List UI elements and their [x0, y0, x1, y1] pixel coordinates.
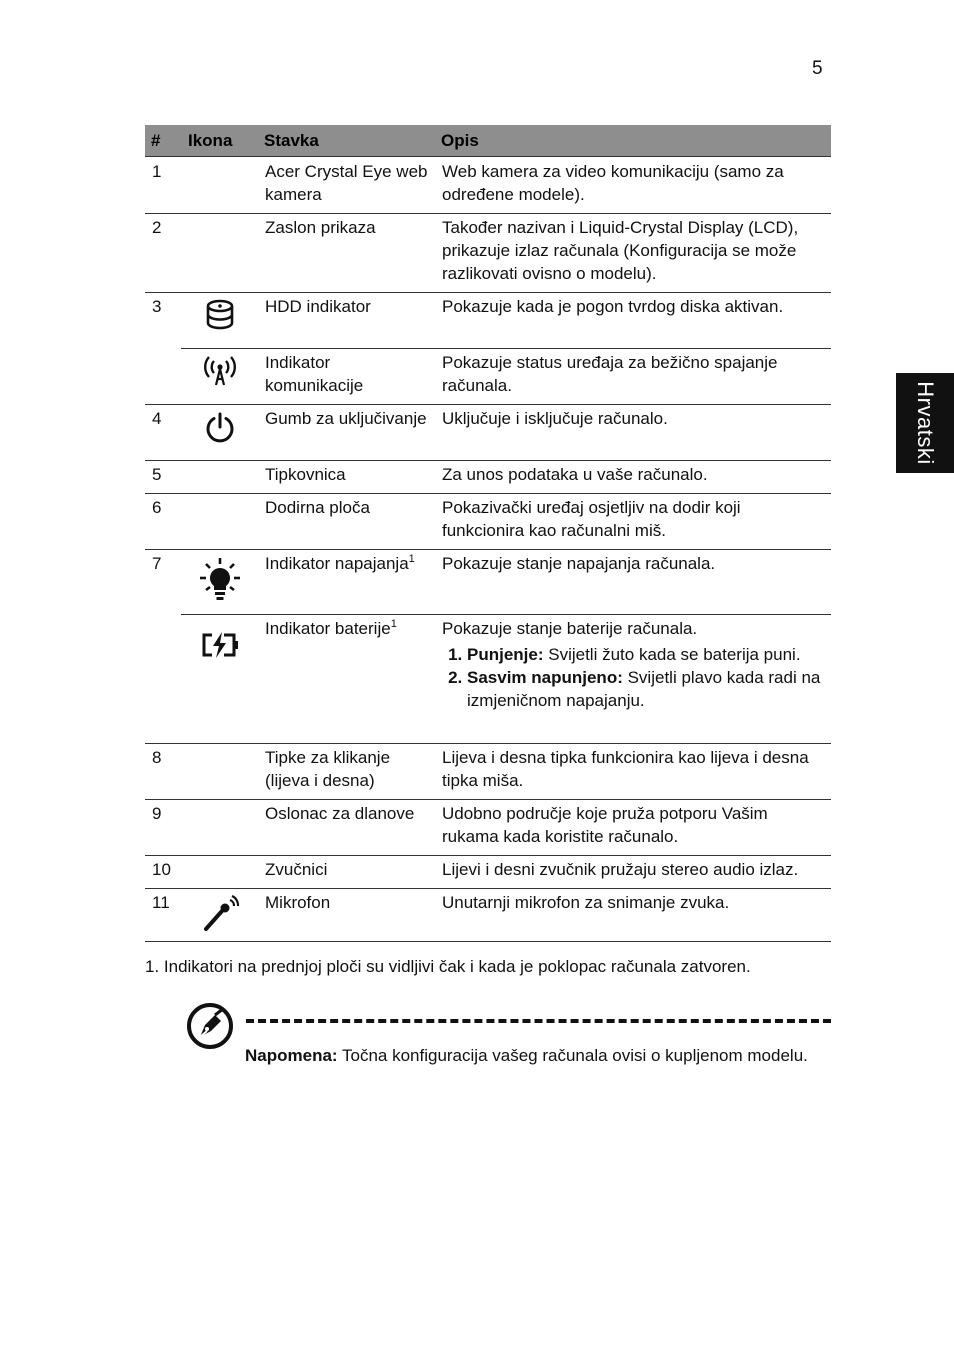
note-body: Točna konfiguracija vašeg računala ovisi o kupljenom modelu. [337, 1046, 808, 1065]
row-desc [435, 615, 831, 744]
table-row [145, 293, 831, 349]
row-icon-cell [181, 856, 258, 889]
row-item: HDD indikator [258, 293, 435, 349]
list-item [467, 666, 827, 712]
table-row [145, 856, 831, 889]
header-icon: Ikona [181, 125, 258, 157]
row-number: 4 [145, 405, 181, 461]
table-row [145, 214, 831, 293]
row-number: 6 [145, 494, 181, 550]
row-number: 9 [145, 800, 181, 856]
row-desc: Za unos podataka u vaše računalo. [435, 461, 831, 494]
row-desc: Lijevi i desni zvučnik pružaju stereo audio izlaz. [435, 856, 831, 889]
list-item-label: Punjenje: [467, 645, 544, 664]
power-icon [204, 411, 236, 443]
row-icon-cell [181, 293, 258, 349]
row-icon-cell [181, 405, 258, 461]
table-row [145, 461, 831, 494]
list-item-text: Svijetli žuto kada se baterija puni. [543, 645, 801, 664]
row-item: Tipke za klikanje (lijeva i desna) [258, 744, 435, 800]
language-tab-label: Hrvatski [913, 381, 938, 465]
row-desc: Pokazuje kada je pogon tvrdog diska aktivan. [435, 293, 831, 349]
row-icon-cell [181, 461, 258, 494]
row-item: Tipkovnica [258, 461, 435, 494]
row-icon-cell [181, 889, 258, 942]
note-divider [246, 1019, 831, 1023]
row-desc-text: Pokazuje stanje baterije računala. [442, 619, 698, 638]
row-icon-cell [181, 494, 258, 550]
list-item [467, 643, 827, 666]
note-label: Napomena: [245, 1046, 338, 1065]
battery-states-list [442, 643, 827, 712]
table-row [145, 615, 831, 744]
row-item: Mikrofon [258, 889, 435, 942]
header-num: # [145, 125, 181, 157]
list-item-label: Sasvim napunjeno: [467, 668, 623, 687]
row-item-text: Indikator baterije [265, 619, 391, 638]
component-table [145, 125, 831, 942]
table-row [145, 550, 831, 615]
microphone-icon [200, 895, 240, 935]
row-item: Dodirna ploča [258, 494, 435, 550]
row-desc: Unutarnji mikrofon za snimanje zvuka. [435, 889, 831, 942]
row-number: 3 [145, 293, 181, 405]
row-icon-cell [181, 157, 258, 214]
table-row [145, 349, 831, 405]
footnote-marker: 1 [408, 553, 415, 565]
row-number: 10 [145, 856, 181, 889]
header-item: Stavka [258, 125, 435, 157]
row-icon-cell [181, 349, 258, 405]
row-item [258, 615, 435, 744]
table-header-row [145, 125, 831, 157]
row-number: 5 [145, 461, 181, 494]
table-row [145, 744, 831, 800]
row-item: Indikator komunikacije [258, 349, 435, 405]
row-item [258, 550, 435, 615]
row-item: Zvučnici [258, 856, 435, 889]
row-icon-cell [181, 800, 258, 856]
row-item: Zaslon prikaza [258, 214, 435, 293]
table-row [145, 800, 831, 856]
row-icon-cell [181, 550, 258, 615]
footnote: 1. Indikatori na prednjoj ploči su vidljivi čak i kada je poklopac računala zatvoren. [145, 957, 751, 976]
row-desc: Također nazivan i Liquid-Crystal Display (LCD), prikazuje izlaz računala (Konfiguracija se može razlikovati ovisno o modelu). [435, 214, 831, 293]
row-item: Acer Crystal Eye web kamera [258, 157, 435, 214]
row-icon-cell [181, 214, 258, 293]
row-desc: Pokazuje status uređaja za bežično spajanje računala. [435, 349, 831, 405]
row-item: Gumb za uključivanje [258, 405, 435, 461]
header-desc: Opis [435, 125, 831, 157]
row-desc: Lijeva i desna tipka funkcionira kao lijeva i desna tipka miša. [435, 744, 831, 800]
row-number: 2 [145, 214, 181, 293]
row-item: Oslonac za dlanove [258, 800, 435, 856]
row-number: 1 [145, 157, 181, 214]
battery-icon [200, 631, 240, 659]
row-desc: Pokazuje stanje napajanja računala. [435, 550, 831, 615]
row-number: 8 [145, 744, 181, 800]
hdd-icon [205, 299, 235, 331]
footnote-marker: 1 [390, 618, 397, 630]
table-row [145, 405, 831, 461]
wireless-icon [200, 355, 240, 387]
row-item-text: Indikator napajanja [265, 554, 409, 573]
note-text [245, 1044, 825, 1067]
note-icon [185, 1001, 235, 1051]
row-number: 11 [145, 889, 181, 942]
row-desc: Uključuje i isključuje računalo. [435, 405, 831, 461]
table-row [145, 494, 831, 550]
power-indicator-icon [198, 556, 242, 604]
page-number: 5 [812, 58, 823, 79]
list-item-text: Svijetli plavo kada radi na izmjeničnom napajanju. [467, 668, 821, 710]
row-desc: Pokazivački uređaj osjetljiv na dodir koji funkcionira kao računalni miš. [435, 494, 831, 550]
row-number: 7 [145, 550, 181, 744]
row-icon-cell [181, 744, 258, 800]
row-desc: Udobno područje koje pruža potporu Vašim rukama kada koristite računalo. [435, 800, 831, 856]
row-desc: Web kamera za video komunikaciju (samo za određene modele). [435, 157, 831, 214]
table-row [145, 889, 831, 942]
table-row [145, 157, 831, 214]
row-icon-cell [181, 615, 258, 744]
language-tab [896, 373, 954, 473]
